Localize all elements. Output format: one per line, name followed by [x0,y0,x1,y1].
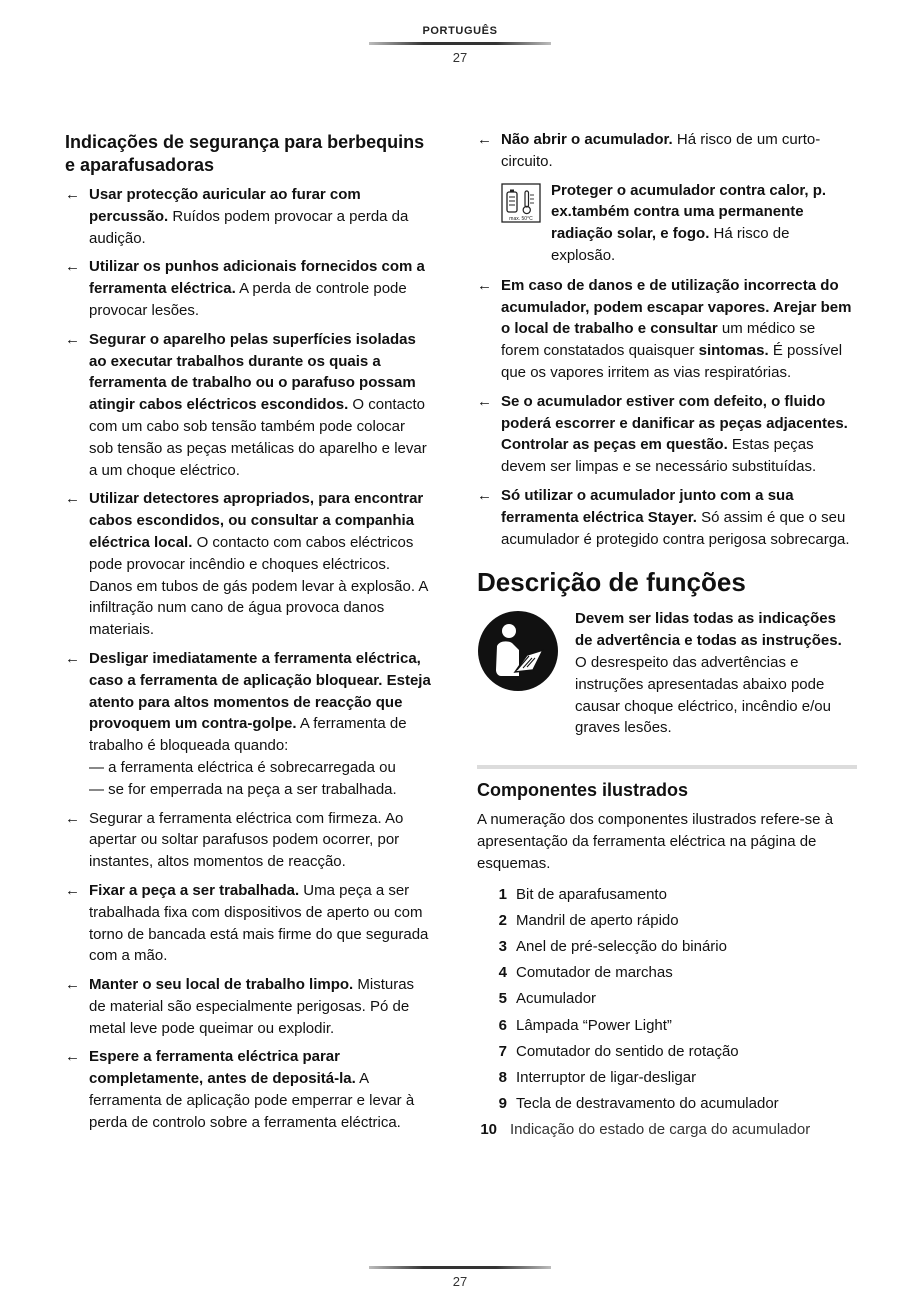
component-label: Lâmpada “Power Light” [516,1016,672,1034]
safety-item-8-bold: Manter o seu local de trabalho limpo. [89,976,354,994]
battery-item-2 [477,275,857,384]
battery-item-3-text: Estas peças devem ser limpas e se necessário substituídas. [501,436,817,476]
safety-item-9-text: A ferramenta de aplicação pode emperrar e levar à perda de controlo sobre a ferramenta eléctrica. [89,1070,415,1131]
safety-item-4-text: O contacto com cabos eléctricos pode provocar incêndio e choques eléctricos. Danos em tubos de gás podem levar à explosão. A infiltração num cano de água provoca danos materiais. [89,533,428,639]
safety-item-2 [65,256,433,321]
functions-heading: Descrição de funções [477,567,746,598]
arrow-left-icon: ← [65,809,80,827]
component-label: Comutador de marchas [516,964,673,982]
component-number: 4 [498,964,507,982]
component-label: Indicação do estado de carga do acumulador [510,1121,811,1139]
battery-item-2-bold: Em caso de danos e de utilização incorrecta do acumulador, podem escapar vapores. Arejar bem o local de trabalho e consultar [501,276,852,338]
safety-item-2-bold: Utilizar os punhos adicionais fornecidos com a ferramenta eléctrica. [89,258,425,298]
list-item [477,1065,857,1091]
list-item [477,1039,857,1065]
safety-item-4-bold: Utilizar detectores apropriados, para encontrar cabos escondidos, ou consultar a companhia eléctrica local. [89,490,424,551]
battery-item-1-bold: Não abrir o acumulador. [501,131,673,148]
left-column [65,131,433,1141]
footer-page-number: 27 [452,1274,468,1289]
safety-item-6 [65,808,433,873]
read-notice-bold: Devem ser lidas todas as indicações de advertência e todas as instruções. [575,610,842,650]
right-column [477,129,857,1144]
component-number: 7 [498,1042,507,1060]
arrow-left-icon: ← [65,976,80,994]
list-item [477,1013,857,1039]
safety-item-5-text: A ferramenta de trabalho é bloqueada quando: [89,715,407,755]
component-label: Comutador do sentido de rotação [516,1042,739,1060]
safety-item-7-bold: Fixar a peça a ser trabalhada. [89,881,300,899]
battery-item-2-text2: É possível que os vapores irritem as vias respiratórias. [501,342,843,381]
safety-item-3-text: O contacto com um cabo sob tensão também pode colocar sob tensão as peças metálicas do aparelho e levar a um choque eléctrico. [89,396,427,479]
read-manual-icon [477,610,559,692]
component-number: 5 [498,990,507,1008]
heat-warning [477,180,857,267]
safety-item-1-bold: Usar protecção auricular ao furar com percussão. [89,186,361,225]
battery-item-4 [477,485,857,550]
components-intro: A numeração dos componentes ilustrados refere-se à apresentação da ferramenta eléctrica na página de esquemas. [477,811,834,872]
arrow-left-icon: ← [65,330,80,348]
safety-item-3-bold: Segurar o aparelho pelas superfícies isoladas ao executar trabalhos durante os quais a ferramenta de trabalho ou o parafuso possam atingir cabos eléctricos escondidos. [89,330,416,414]
arrow-left-icon: ← [65,186,80,203]
heat-warning-icon-label: max. 50°C [509,215,533,222]
component-label: Bit de aparafusamento [516,885,667,903]
arrow-left-icon: ← [477,131,492,148]
battery-item-3-bold: Se o acumulador estiver com defeito, o fluido poderá escorrer e danificar as peças adjacentes. Controlar as peças em questão. [501,392,848,454]
component-number: 9 [498,1095,507,1113]
battery-item-4-bold: Só utilizar o acumulador junto com a sua ferramenta eléctrica Stayer. [501,486,794,526]
header-page-number: 27 [452,50,468,65]
header-rule [369,42,551,45]
read-instructions-notice [477,608,857,739]
arrow-left-icon: ← [477,486,492,504]
safety-item-8 [65,974,433,1039]
safety-item-8-text: Misturas de material são especialmente perigosas. Pó de metal leve pode queimar ou explodir. [89,976,415,1037]
component-number: 6 [498,1016,507,1034]
safety-item-3 [65,329,433,482]
safety-item-5 [65,648,433,801]
safety-heading: Indicações de segurança para berbequins e aparafusadoras [65,132,425,175]
safety-item-9 [65,1046,433,1133]
component-label: Mandril de aperto rápido [516,911,679,929]
battery-item-4-text: Só assim é que o seu acumulador é protegido contra perigosa sobrecarga. [501,508,850,548]
safety-item-7-text: Uma peça a ser trabalhada fixa com dispositivos de aperto ou com torno de bancada está mais firme do que segurada com a mão. [89,881,429,965]
safety-item-4 [65,488,433,641]
battery-item-1-text: Há risco de um curto-circuito. [501,131,821,170]
component-number: 2 [498,911,507,929]
arrow-left-icon: ← [65,258,80,276]
arrow-left-icon: ← [65,881,80,899]
component-label: Interruptor de ligar-desligar [516,1068,697,1086]
heat-warning-icon [501,183,541,223]
safety-item-2-text: A perda de controle pode provocar lesões. [89,280,407,319]
list-item [477,882,857,908]
safety-item-1-text: Ruídos podem provocar a perda da audição. [89,207,409,247]
header-language: PORTUGUÊS [422,25,498,37]
safety-item-5-bold: Desligar imediatamente a ferramenta eléctrica, caso a ferramenta de aplicação bloquear. Esteja atento para altos momentos de reacção que provoquem um contra-golpe. [89,649,431,733]
arrow-left-icon: ← [477,392,492,410]
component-label: Tecla de destravamento do acumulador [516,1095,779,1113]
safety-item-7 [65,880,433,967]
components-heading: Componentes ilustrados [477,780,689,801]
list-item [477,960,857,986]
battery-item-2-bold2: sintomas. [698,342,769,360]
list-item [477,1091,857,1117]
safety-item-5-line3: — se for emperrada na peça a ser trabalhada. [89,780,397,798]
component-number: 8 [498,1068,507,1086]
list-item [477,934,857,960]
read-notice-text: O desrespeito das advertências e instruções apresentadas abaixo pode causar choque eléctrico, incêndio e/ou graves lesões. [575,653,831,737]
arrow-left-icon: ← [65,490,80,508]
section-divider [477,765,857,769]
battery-item-3 [477,391,857,478]
heat-warning-bold: Proteger o acumulador contra calor, p. ex.também contra uma permanente radiação solar, e fogo. [551,181,827,243]
safety-item-1 [65,184,433,249]
safety-item-9-bold: Espere a ferramenta eléctrica parar completamente, antes de depositá-la. [89,1048,356,1088]
component-label: Anel de pré-selecção do binário [516,937,727,955]
safety-item-6-text: Segurar a ferramenta eléctrica com firmeza. Ao apertar ou soltar parafusos podem ocorrer, por instantes, altos momentos de reacção. [89,809,404,871]
list-item [477,1117,857,1143]
arrow-left-icon: ← [65,649,80,667]
safety-item-5-line2: — a ferramenta eléctrica é sobrecarregada ou [89,758,396,776]
battery-item-1 [477,129,857,173]
list-item [477,986,857,1012]
battery-item-2-text: um médico se forem constatados quaisquer [501,320,816,360]
component-label: Acumulador [516,990,597,1008]
arrow-left-icon: ← [477,276,492,294]
heat-warning-text: Há risco de explosão. [551,225,790,264]
list-item [477,908,857,934]
component-number: 10 [480,1121,497,1139]
components-list [477,882,857,1144]
arrow-left-icon: ← [65,1048,80,1066]
component-number: 3 [498,937,507,955]
component-number: 1 [498,885,507,903]
footer-rule [369,1266,551,1269]
